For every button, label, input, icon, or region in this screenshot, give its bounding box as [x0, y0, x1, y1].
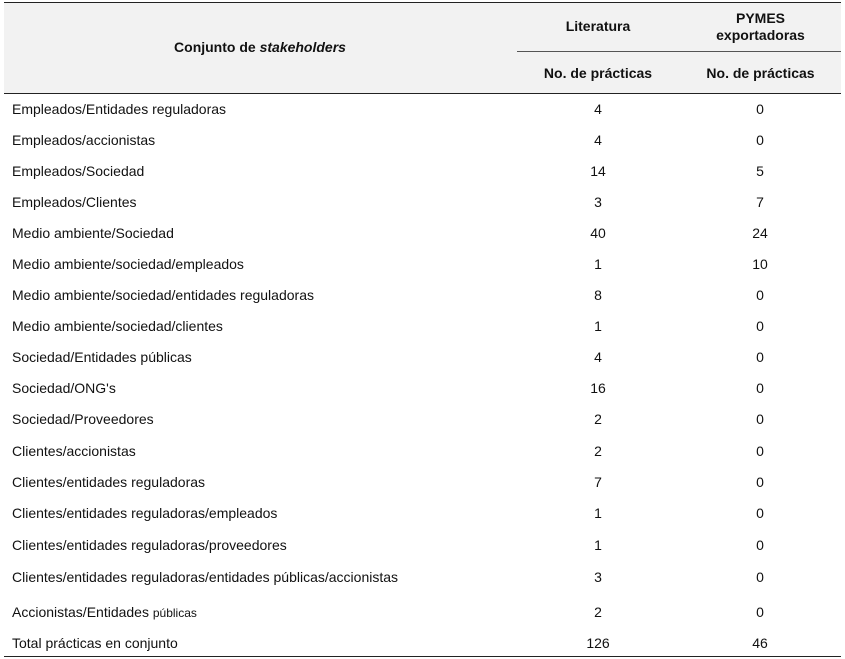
row-label: Clientes/entidades reguladoras/entidades públicas/accionistas: [12, 569, 399, 585]
cell-pymes: 24: [752, 225, 768, 241]
table-row: [0, 530, 845, 561]
cell-literatura: 4: [594, 349, 602, 365]
header-sub-pymes: No. de prácticas: [706, 65, 815, 81]
row-label: Clientes/entidades reguladoras/proveedores: [12, 537, 287, 553]
cell-literatura: 1: [594, 256, 602, 272]
table-row: [0, 373, 845, 404]
cell-pymes: 0: [756, 443, 764, 459]
row-label-small: públicas: [152, 606, 197, 620]
header-pymes-line2: exportadoras: [716, 27, 805, 43]
table-row: [0, 125, 845, 156]
cell-literatura: 4: [594, 132, 602, 148]
row-label: Empleados/Clientes: [12, 194, 137, 210]
table-row: [0, 187, 845, 218]
cell-pymes: 0: [756, 349, 764, 365]
header-literatura: Literatura: [565, 18, 631, 34]
table-row: [0, 342, 845, 373]
cell-pymes: 5: [756, 163, 764, 179]
cell-literatura: 14: [590, 163, 606, 179]
cell-pymes: 0: [756, 318, 764, 334]
cell-pymes: 0: [756, 537, 764, 553]
cell-pymes: 0: [756, 287, 764, 303]
header-set-italic: stakeholders: [259, 39, 346, 55]
row-label: Sociedad/Entidades públicas: [12, 349, 192, 365]
row-label: Clientes/entidades reguladoras: [12, 474, 206, 490]
row-label-main: Accionistas/Entidades: [12, 604, 153, 620]
cell-pymes: 0: [756, 132, 764, 148]
row-label: Medio ambiente/Sociedad: [12, 225, 174, 241]
header-pymes-line1: PYMES: [735, 10, 785, 26]
row-label: Clientes/accionistas: [12, 443, 136, 459]
cell-literatura: 2: [594, 443, 602, 459]
table-row: [0, 404, 845, 435]
cell-pymes: 7: [756, 194, 764, 210]
row-label: Total prácticas en conjunto: [12, 635, 178, 651]
row-label: Clientes/entidades reguladoras/empleados: [12, 505, 278, 521]
cell-literatura: 3: [594, 194, 602, 210]
cell-literatura: 40: [590, 225, 606, 241]
table-row: [0, 498, 845, 529]
cell-pymes: 0: [756, 101, 764, 117]
table-row: [0, 218, 845, 249]
cell-pymes: 0: [756, 474, 764, 490]
cell-literatura: 2: [594, 411, 602, 427]
header-stakeholder-set: [4, 2, 516, 92]
row-label: Empleados/accionistas: [12, 132, 156, 148]
cell-pymes: 0: [756, 380, 764, 396]
cell-pymes: 46: [752, 635, 768, 651]
cell-literatura: 126: [586, 635, 610, 651]
table-row: [0, 467, 845, 498]
row-label: Medio ambiente/sociedad/entidades reguladoras: [12, 287, 314, 303]
cell-literatura: 8: [594, 287, 602, 303]
table-row: [0, 94, 845, 125]
table-bottom-rule: [4, 656, 841, 657]
cell-pymes: 0: [756, 505, 764, 521]
cell-literatura: 1: [594, 505, 602, 521]
row-label: Sociedad/ONG's: [12, 380, 116, 396]
table-row: [0, 628, 845, 659]
cell-pymes: 0: [756, 569, 764, 585]
row-label: Sociedad/Proveedores: [12, 411, 154, 427]
table-row: [0, 562, 845, 593]
header-set-prefix: Conjunto de: [174, 39, 256, 55]
header-pymes: [680, 10, 841, 44]
cell-pymes: 10: [752, 256, 768, 272]
row-label: [12, 597, 197, 629]
cell-pymes: 0: [756, 604, 764, 620]
cell-literatura: 2: [594, 604, 602, 620]
row-label: Empleados/Sociedad: [12, 163, 145, 179]
cell-literatura: 1: [594, 318, 602, 334]
row-label: Medio ambiente/sociedad/empleados: [12, 256, 244, 272]
cell-literatura: 3: [594, 569, 602, 585]
table-row: [0, 249, 845, 280]
cell-literatura: 1: [594, 537, 602, 553]
table-row: [0, 311, 845, 342]
table-row: [0, 280, 845, 311]
table-row: [0, 436, 845, 467]
row-label: Medio ambiente/sociedad/clientes: [12, 318, 223, 334]
cell-pymes: 0: [756, 411, 764, 427]
cell-literatura: 4: [594, 101, 602, 117]
cell-literatura: 16: [590, 380, 606, 396]
cell-literatura: 7: [594, 474, 602, 490]
header-sub-literatura: No. de prácticas: [543, 65, 653, 81]
table-row: [0, 156, 845, 187]
table-row: [0, 597, 845, 628]
header-divider: [517, 51, 841, 52]
row-label: Empleados/Entidades reguladoras: [12, 101, 227, 117]
